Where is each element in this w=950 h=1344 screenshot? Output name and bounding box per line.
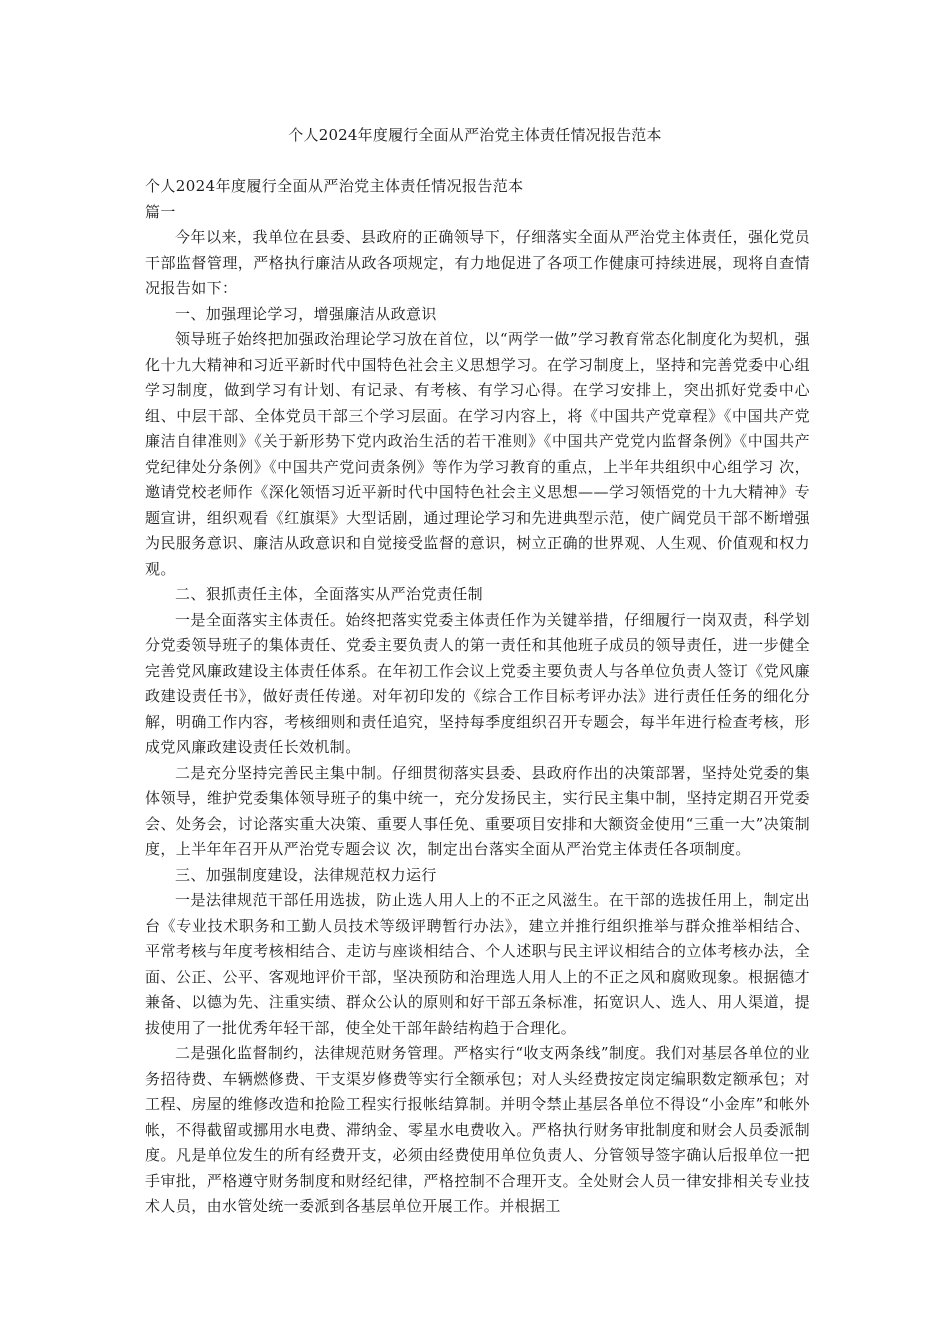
document-body: [145, 174, 810, 1220]
document-title: 个人2024年度履行全面从严治党主体责任情况报告范本: [288, 126, 662, 144]
section-heading-2: 二、狠抓责任主体，全面落实从严治党责任制: [175, 585, 484, 603]
body-paragraph: 二是强化监督制约，法律规范财务管理。严格实行“收支两条线”制度。我们对基层各单位的业务招待费、车辆燃修费、干支渠岁修费等实行全额承包；对人头经费按定岗定编职数定额承包；对工程、房屋的维修改造和抢险工程实行报帐结算制。并明令禁止基层各单位不得设“小金库”和帐外帐，不得截留或挪用水电费、滞纳金、零星水电费收入。严格执行财务审批制度和财会人员委派制度。凡是单位发生的所有经费开支，必须由经费使用单位负责人、分管领导签字确认后报单位一把手审批，严格遵守财务制度和财经纪律，严格控制不合理开支。全处财会人员一律安排相关专业技术人员，由水管处统一委派到各基层单位开展工作。并根据工: [145, 1044, 810, 1215]
body-paragraph: 一是法律规范干部任用选拔，防止选人用人上的不正之风滋生。在干部的选拔任用上，制定出台《专业技术职务和工勤人员技术等级评聘暂行办法》，建立并推行组织推举与群众推举相结合、平常考核与年度考核相结合、走访与座谈相结合、个人述职与民主评议相结合的立体考核办法，全面、公正、公平、客观地评价干部，坚决预防和治理选人用人上的不正之风和腐败现象。根据德才兼备、以德为先、注重实绩、群众公认的原则和好干部五条标准，拓宽识人、选人、用人渠道，提拔使用了一批优秀年轻干部，使全处干部年龄结构趋于合理化。: [145, 891, 810, 1037]
section-heading-3: 三、加强制度建设，法律规范权力运行: [175, 865, 437, 884]
part-label: 篇一: [145, 202, 176, 221]
body-paragraph: 二是充分坚持完善民主集中制。仔细贯彻落实县委、县政府作出的决策部署，坚持处党委的集体领导，维护党委集体领导班子的集中统一，充分发扬民主，实行民主集中制，坚持定期召开党委会、处务会，讨论落实重大决策、重要人事任免、重要项目安排和大额资金使用“三重一大”决策制度，上半年年召开从严治党专题会议 次，制定出台落实全面从严治党主体责任各项制度。: [145, 763, 810, 858]
body-paragraph: 领导班子始终把加强政治理论学习放在首位，以“两学一做”学习教育常态化制度化为契机，强化十九大精神和习近平新时代中国特色社会主义思想学习。在学习制度上，坚持和完善党委中心组学习制度，做到学习有计划、有记录、有考核、有学习心得。在学习安排上，突出抓好党委中心组、中层干部、全体党员干部三个学习层面。在学习内容上，将《中国共产党章程》《中国共产党廉洁自律准则》《关于新形势下党内政治生活的若干准则》《中国共产党党内监督条例》《中国共产党纪律处分条例》《中国共产党问责条例》等作为学习教育的重点，上半年共组织中心组学习 次，邀请党校老师作《深化领悟习近平新时代中国特色社会主义思想——学习领悟党的十九大精神》专题宣讲，组织观看《红旗渠》大型话剧，通过理论学习和先进典型示范，使广阔党员干部不断增强为民服务意识、廉洁从政意识和自觉接受监督的意识，树立正确的世界观、人生观、价值观和权力观。: [145, 330, 810, 578]
intro-paragraph: 今年以来，我单位在县委、县政府的正确领导下，仔细落实全面从严治党主体责任，强化党员干部监督管理，严格执行廉洁从政各项规定，有力地促进了各项工作健康可持续进展，现将自查情况报告如下：: [145, 228, 810, 297]
body-paragraph: 一是全面落实主体责任。始终把落实党委主体责任作为关键举措，仔细履行一岗双责，科学划分党委领导班子的集体责任、党委主要负责人的第一责任和其他班子成员的领导责任，进一步健全完善党风廉政建设主体责任体系。在年初工作会议上党委主要负责人与各单位负责人签订《党风廉政建设责任书》，做好责任传递。对年初印发的《综合工作目标考评办法》进行责任任务的细化分解，明确工作内容，考核细则和责任追究，坚持每季度组织召开专题会，每半年进行检查考核，形成党风廉政建设责任长效机制。: [145, 610, 810, 756]
section-heading-1: 一、加强理论学习，增强廉洁从政意识: [175, 304, 437, 323]
document-subtitle: 个人2024年度履行全面从严治党主体责任情况报告范本: [145, 177, 524, 195]
